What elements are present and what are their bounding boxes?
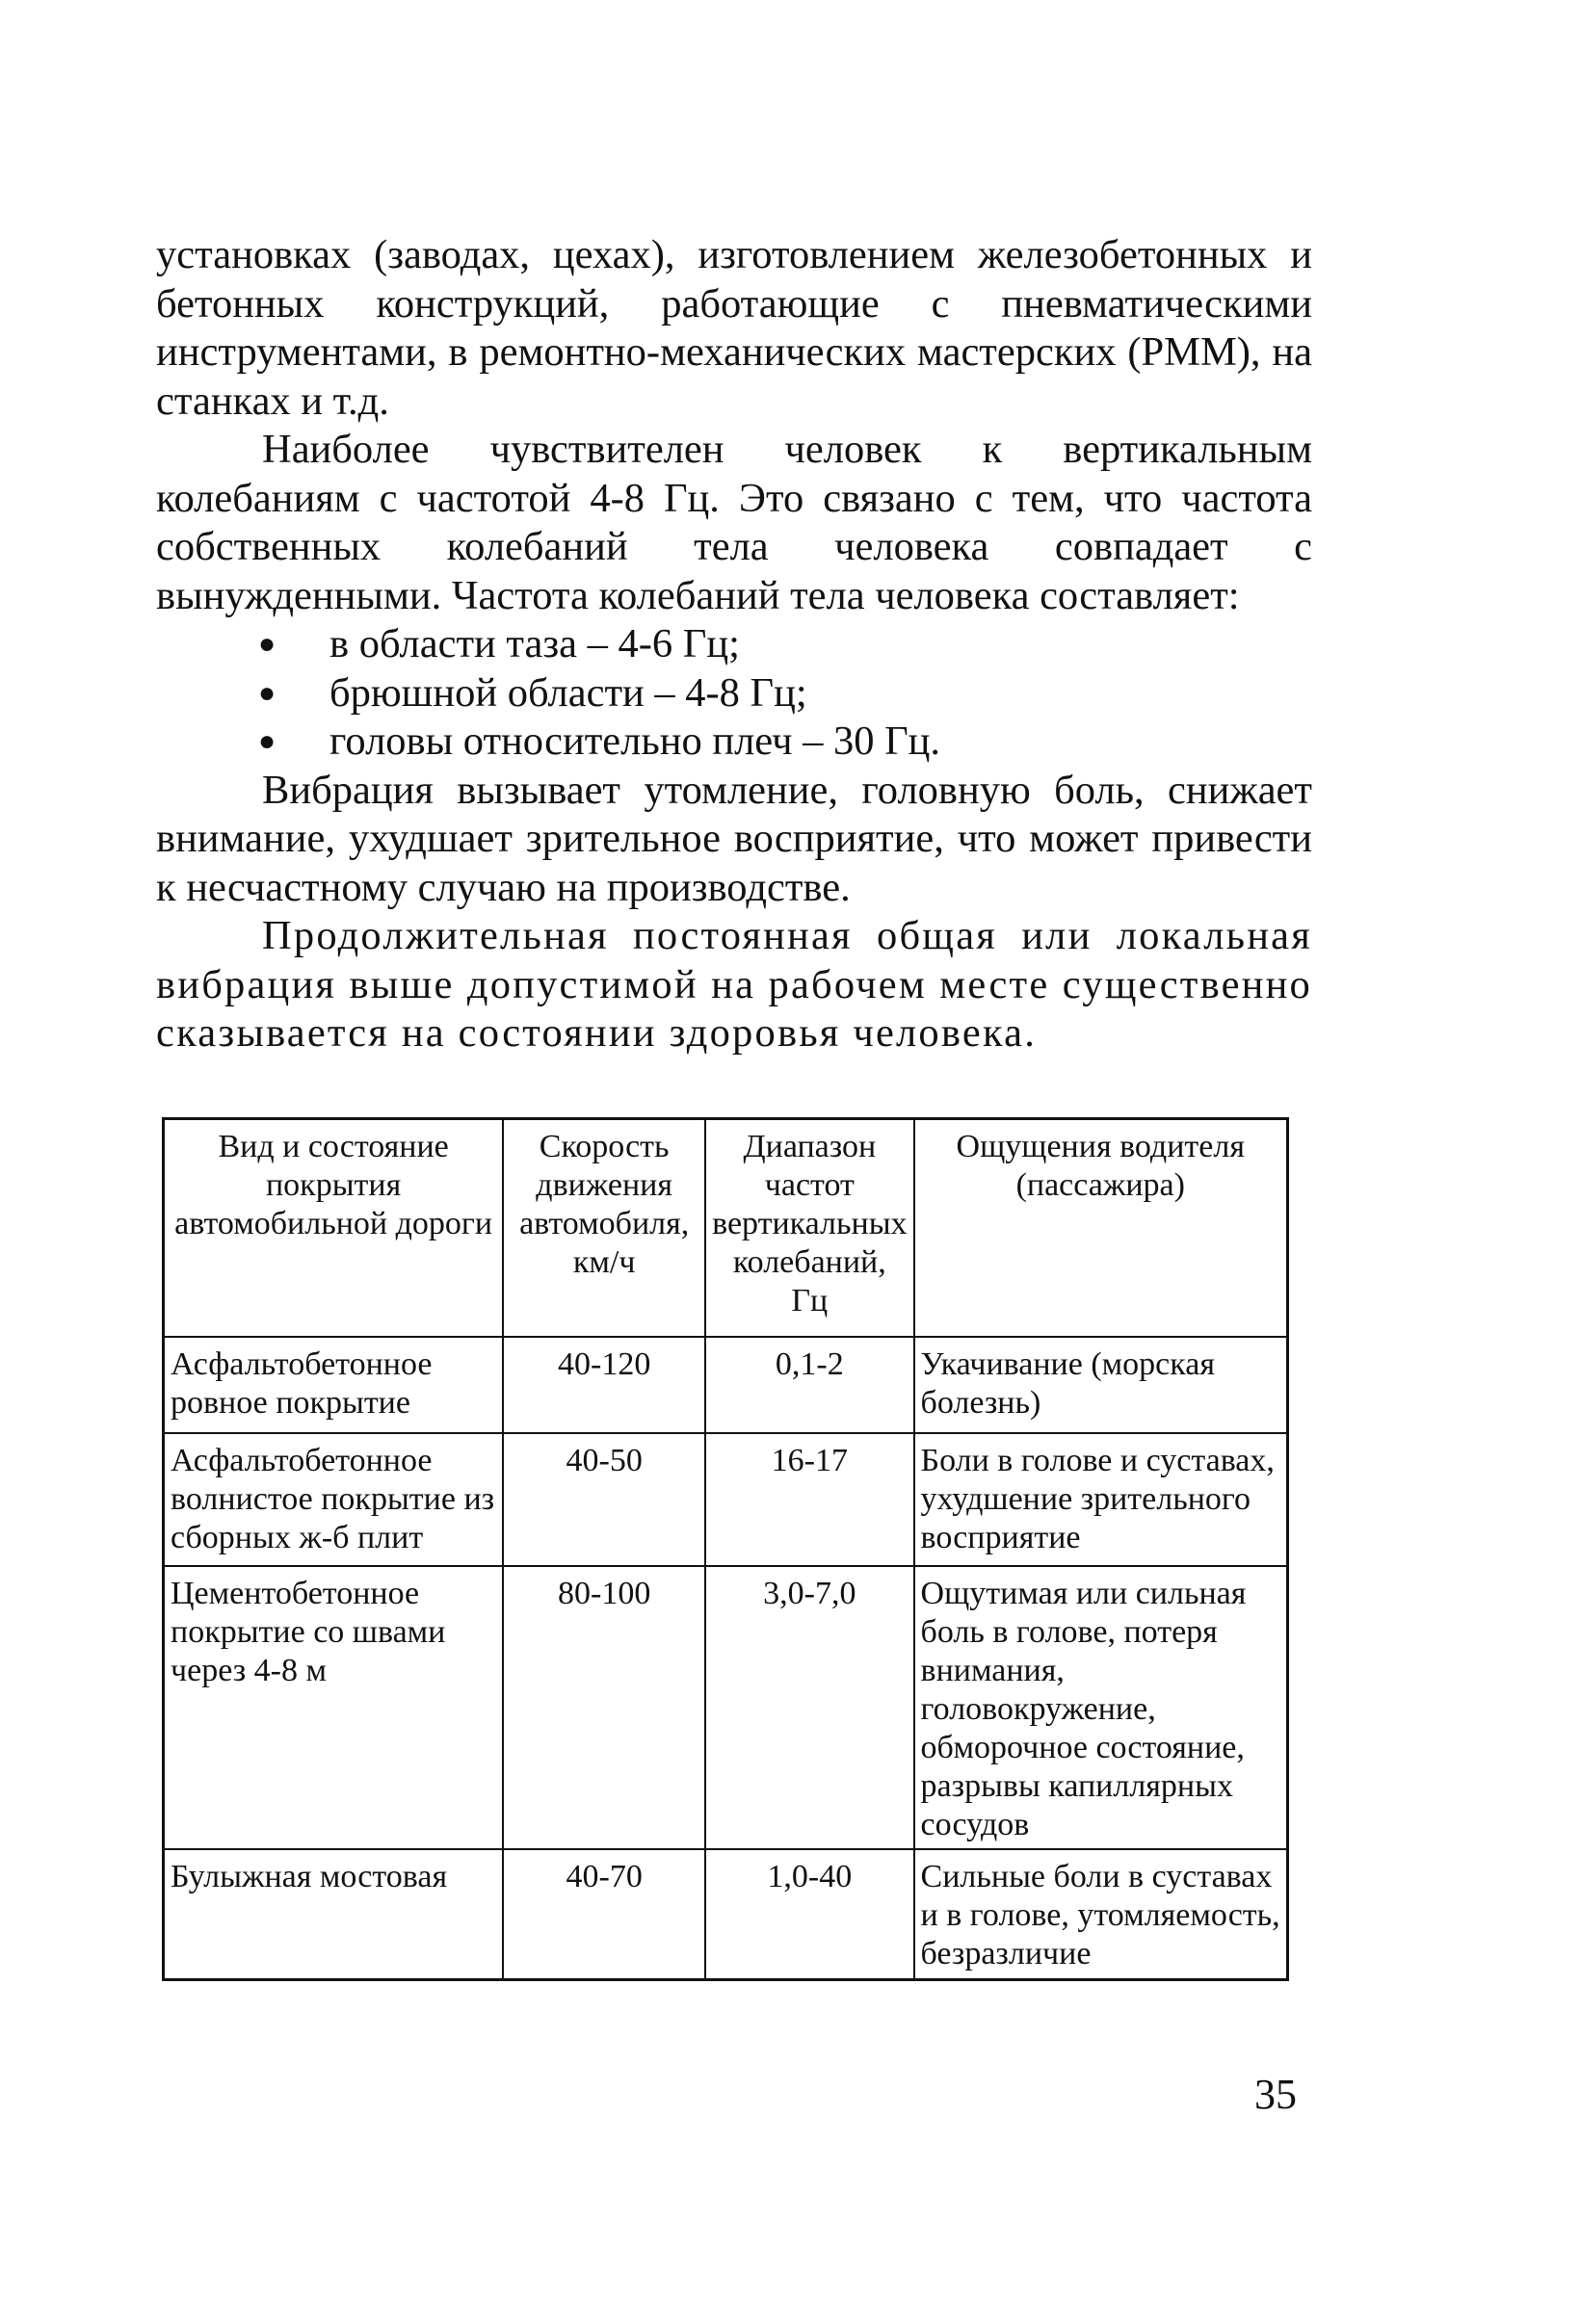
cell-road-surface: Булыжная мостовая bbox=[164, 1849, 504, 1980]
cell-sensation: Укачивание (морская болезнь) bbox=[914, 1337, 1288, 1433]
cell-frequency: 0,1-2 bbox=[705, 1337, 913, 1433]
table-row bbox=[164, 1566, 1288, 1849]
vibration-table bbox=[162, 1117, 1289, 1981]
cell-frequency: 1,0-40 bbox=[705, 1849, 913, 1980]
cell-speed: 40-120 bbox=[503, 1337, 705, 1433]
header-speed: Скорость движения автомобиля, км/ч bbox=[503, 1119, 705, 1337]
bullet-icon: ● bbox=[258, 725, 276, 757]
cell-speed: 40-70 bbox=[503, 1849, 705, 1980]
table-header-row bbox=[164, 1119, 1288, 1337]
cell-road-surface: Асфальтобетонное волнистое покрытие из сборных ж-б плит bbox=[164, 1433, 504, 1566]
cell-sensation: Боли в голове и суставах, ухудшение зрительного восприятие bbox=[914, 1433, 1288, 1566]
table-row bbox=[164, 1337, 1288, 1433]
paragraph-2: Наиболее чувствителен человек к вертикальным колебаниям с частотой 4-8 Гц. Это связано с тем, что частота собственных колебаний тела человека совпадает с вынужденными. Частота колебаний тела человека составляет: bbox=[156, 427, 1312, 618]
list-item bbox=[156, 669, 1312, 718]
body-text bbox=[156, 231, 1312, 1058]
list-item-text: в области таза – 4-6 Гц; bbox=[329, 621, 740, 666]
bullet-icon: ● bbox=[258, 676, 276, 709]
cell-frequency: 3,0-7,0 bbox=[705, 1566, 913, 1849]
paragraph-4: Продолжительная постоянная общая или локальная вибрация выше допустимой на рабочем месте существенно сказывается на состоянии здоровья человека. bbox=[156, 913, 1312, 1056]
list-item-text: головы относительно плеч – 30 Гц. bbox=[329, 718, 941, 764]
cell-road-surface: Цементобетонное покрытие со швами через 4-8 м bbox=[164, 1566, 504, 1849]
header-frequency-range: Диапазон частот вертикальных колебаний, Гц bbox=[705, 1119, 913, 1337]
cell-sensation: Ощутимая или сильная боль в голове, потеря внимания, головокружение, обморочное состояние, разрывы капиллярных сосудов bbox=[914, 1566, 1288, 1849]
list-item bbox=[156, 620, 1312, 669]
table-row bbox=[164, 1433, 1288, 1566]
page-number: 35 bbox=[1254, 2071, 1297, 2118]
list-item-text: брюшной области – 4-8 Гц; bbox=[329, 669, 807, 716]
cell-speed: 40-50 bbox=[503, 1433, 705, 1566]
cell-road-surface: Асфальтобетонное ровное покрытие bbox=[164, 1337, 504, 1433]
cell-frequency: 16-17 bbox=[705, 1433, 913, 1566]
header-road-surface: Вид и состояние покрытия автомобильной дороги bbox=[164, 1119, 504, 1337]
bullet-icon: ● bbox=[258, 628, 276, 660]
header-driver-sensations: Ощущения водителя (пассажира) bbox=[914, 1119, 1288, 1337]
cell-sensation: Сильные боли в суставах и в голове, утомляемость, безразличие bbox=[914, 1849, 1288, 1980]
paragraph-3: Вибрация вызывает утомление, головную боль, снижает внимание, ухудшает зрительное восприятие, что может привести к несчастному случаю на производстве. bbox=[156, 767, 1312, 910]
list-item bbox=[156, 718, 1312, 767]
paragraph-1: установках (заводах, цехах), изготовлением железобетонных и бетонных конструкций, работающие с пневматическими инструментами, в ремонтно-механических мастерских (РММ), на станках и т.д. bbox=[156, 232, 1312, 424]
bullet-list bbox=[156, 620, 1312, 767]
cell-speed: 80-100 bbox=[503, 1566, 705, 1849]
table-row bbox=[164, 1849, 1288, 1980]
